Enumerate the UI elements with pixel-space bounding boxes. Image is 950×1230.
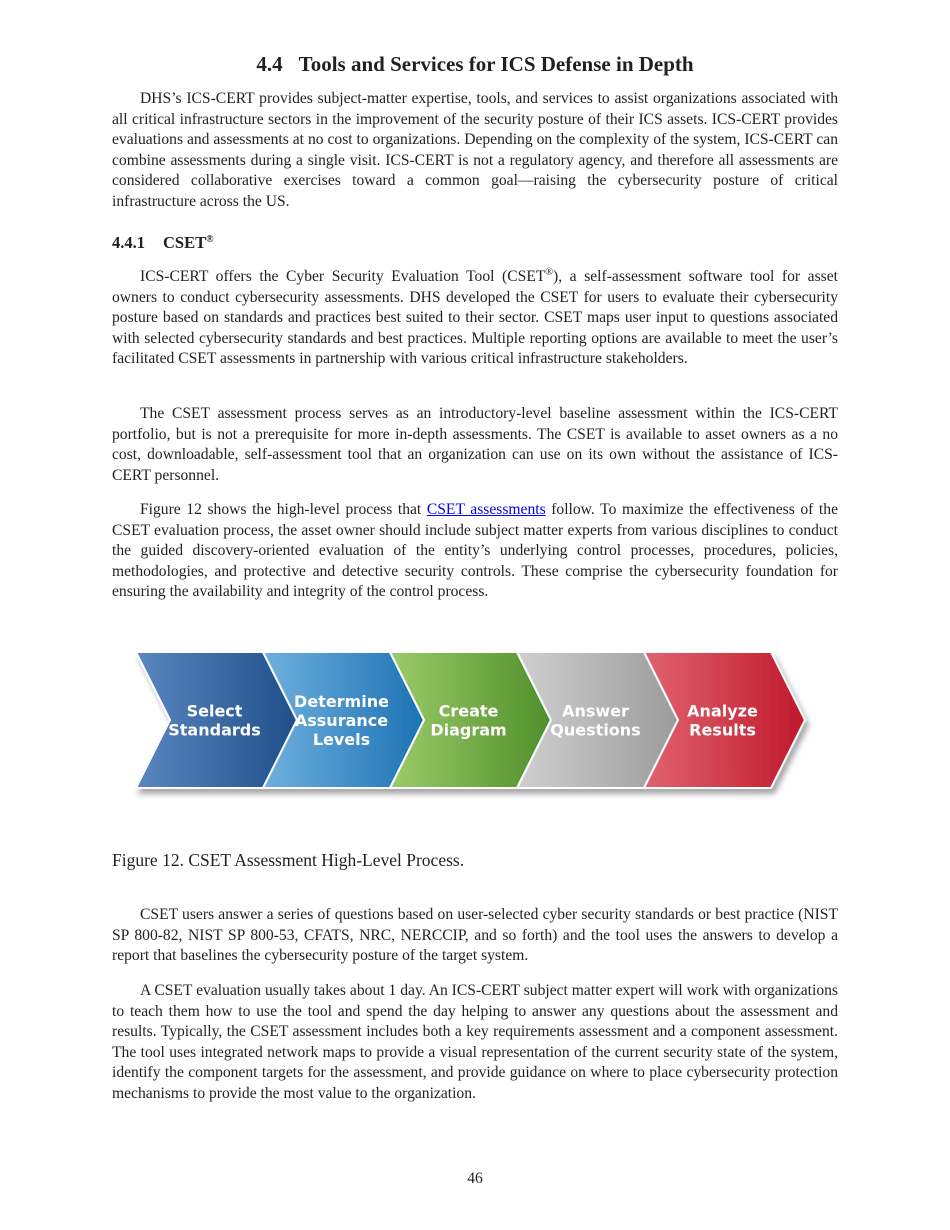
p1-text-b: ), a self-assessment software tool for asset owners to conduct cybersecurity assessments. DHS developed the CSET for users to evaluate their cybersecurity posture based on standards and practices best suited to their sector. CSET maps user input to questions associated with selected cybersecurity standards and best practices. Multiple reporting options are available to meet the user’s facilitated CSET assessments in partnership with various critical infrastructure stakeholders. xyxy=(112,268,838,367)
subsection-heading xyxy=(112,233,214,253)
section-title: Tools and Services for ICS Defense in Depth xyxy=(298,52,694,76)
process-step-label: Determine Assurance Levels xyxy=(294,692,389,749)
page-number: 46 xyxy=(467,1170,483,1187)
process-step-label: Create Diagram xyxy=(430,701,507,740)
process-diagram xyxy=(128,640,828,810)
p1-registered-mark: ® xyxy=(545,267,553,278)
paragraph-figure-intro xyxy=(112,500,838,603)
process-step-label: Answer Questions xyxy=(550,701,641,740)
figure-caption: Figure 12. CSET Assessment High-Level Process. xyxy=(112,850,465,870)
paragraph-cset-baseline: The CSET assessment process serves as an introductory-level baseline assessment within the ICS-CERT portfolio, but is not a prerequisite for more in-depth assessments. The CSET is available to asset owners as a no cost, downloadable, self-assessment tool that an organization can use on its own without the assistance of ICS-CERT personnel. xyxy=(112,405,838,484)
intro-paragraph: DHS’s ICS-CERT provides subject-matter expertise, tools, and services to assist organizations associated with all critical infrastructure sectors in the improvement of the security posture of their ICS assets. ICS-CERT provides evaluations and assessments at no cost to organizations. Depending on the complexity of the system, ICS-CERT can combine assessments during a single visit. ICS-CERT is not a regulatory agency, and therefore all assessments are considered collaborative exercises toward a common goal—raising the cybersecurity posture of critical infrastructure across the US. xyxy=(112,90,838,210)
p3-text-a: Figure 12 shows the high-level process that xyxy=(140,501,427,518)
section-number: 4.4 xyxy=(256,52,283,76)
subsection-title: CSET xyxy=(163,233,207,252)
paragraph-cset-questions: CSET users answer a series of questions based on user-selected cyber security standards or best practice (NIST SP 800-82, NIST SP 800-53, CFATS, NRC, NERCCIP, and so forth) and the tool uses the answers to develop a report that baselines the cybersecurity posture of the target system. xyxy=(112,906,838,964)
registered-mark: ® xyxy=(206,234,214,245)
paragraph-cset-evaluation: A CSET evaluation usually takes about 1 day. An ICS-CERT subject matter expert will work with organizations to teach them how to use the tool and spend the day helping to answer any questions about the assessment and results. Typically, the CSET assessment includes both a key requirements assessment and a component assessment. The tool uses integrated network maps to provide a visual representation of the current security state of the system, identify the component targets for the assessment, and provide guidance on where to place cybersecurity protection mechanisms to provide the most value to the organization. xyxy=(112,982,838,1102)
subsection-number: 4.4.1 xyxy=(112,233,145,252)
section-heading xyxy=(112,52,838,77)
p3-text-b: follow. To maximize the effectiveness of the CSET evaluation process, the asset owner should include subject matter experts from various disciplines to conduct the guided discovery-oriented evaluation of the entity’s underlying control processes, procedures, policies, methodologies, and protective and detective security controls. These comprise the cybersecurity foundation for ensuring the availability and integrity of the control process. xyxy=(112,501,838,600)
paragraph-cset-overview xyxy=(112,267,838,370)
cset-assessments-link[interactable]: CSET assessments xyxy=(426,501,546,518)
p1-text-a: ICS-CERT offers the Cyber Security Evaluation Tool (CSET xyxy=(140,268,546,285)
process-step-label: Select Standards xyxy=(168,701,261,740)
process-step-label: Analyze Results xyxy=(687,701,758,740)
